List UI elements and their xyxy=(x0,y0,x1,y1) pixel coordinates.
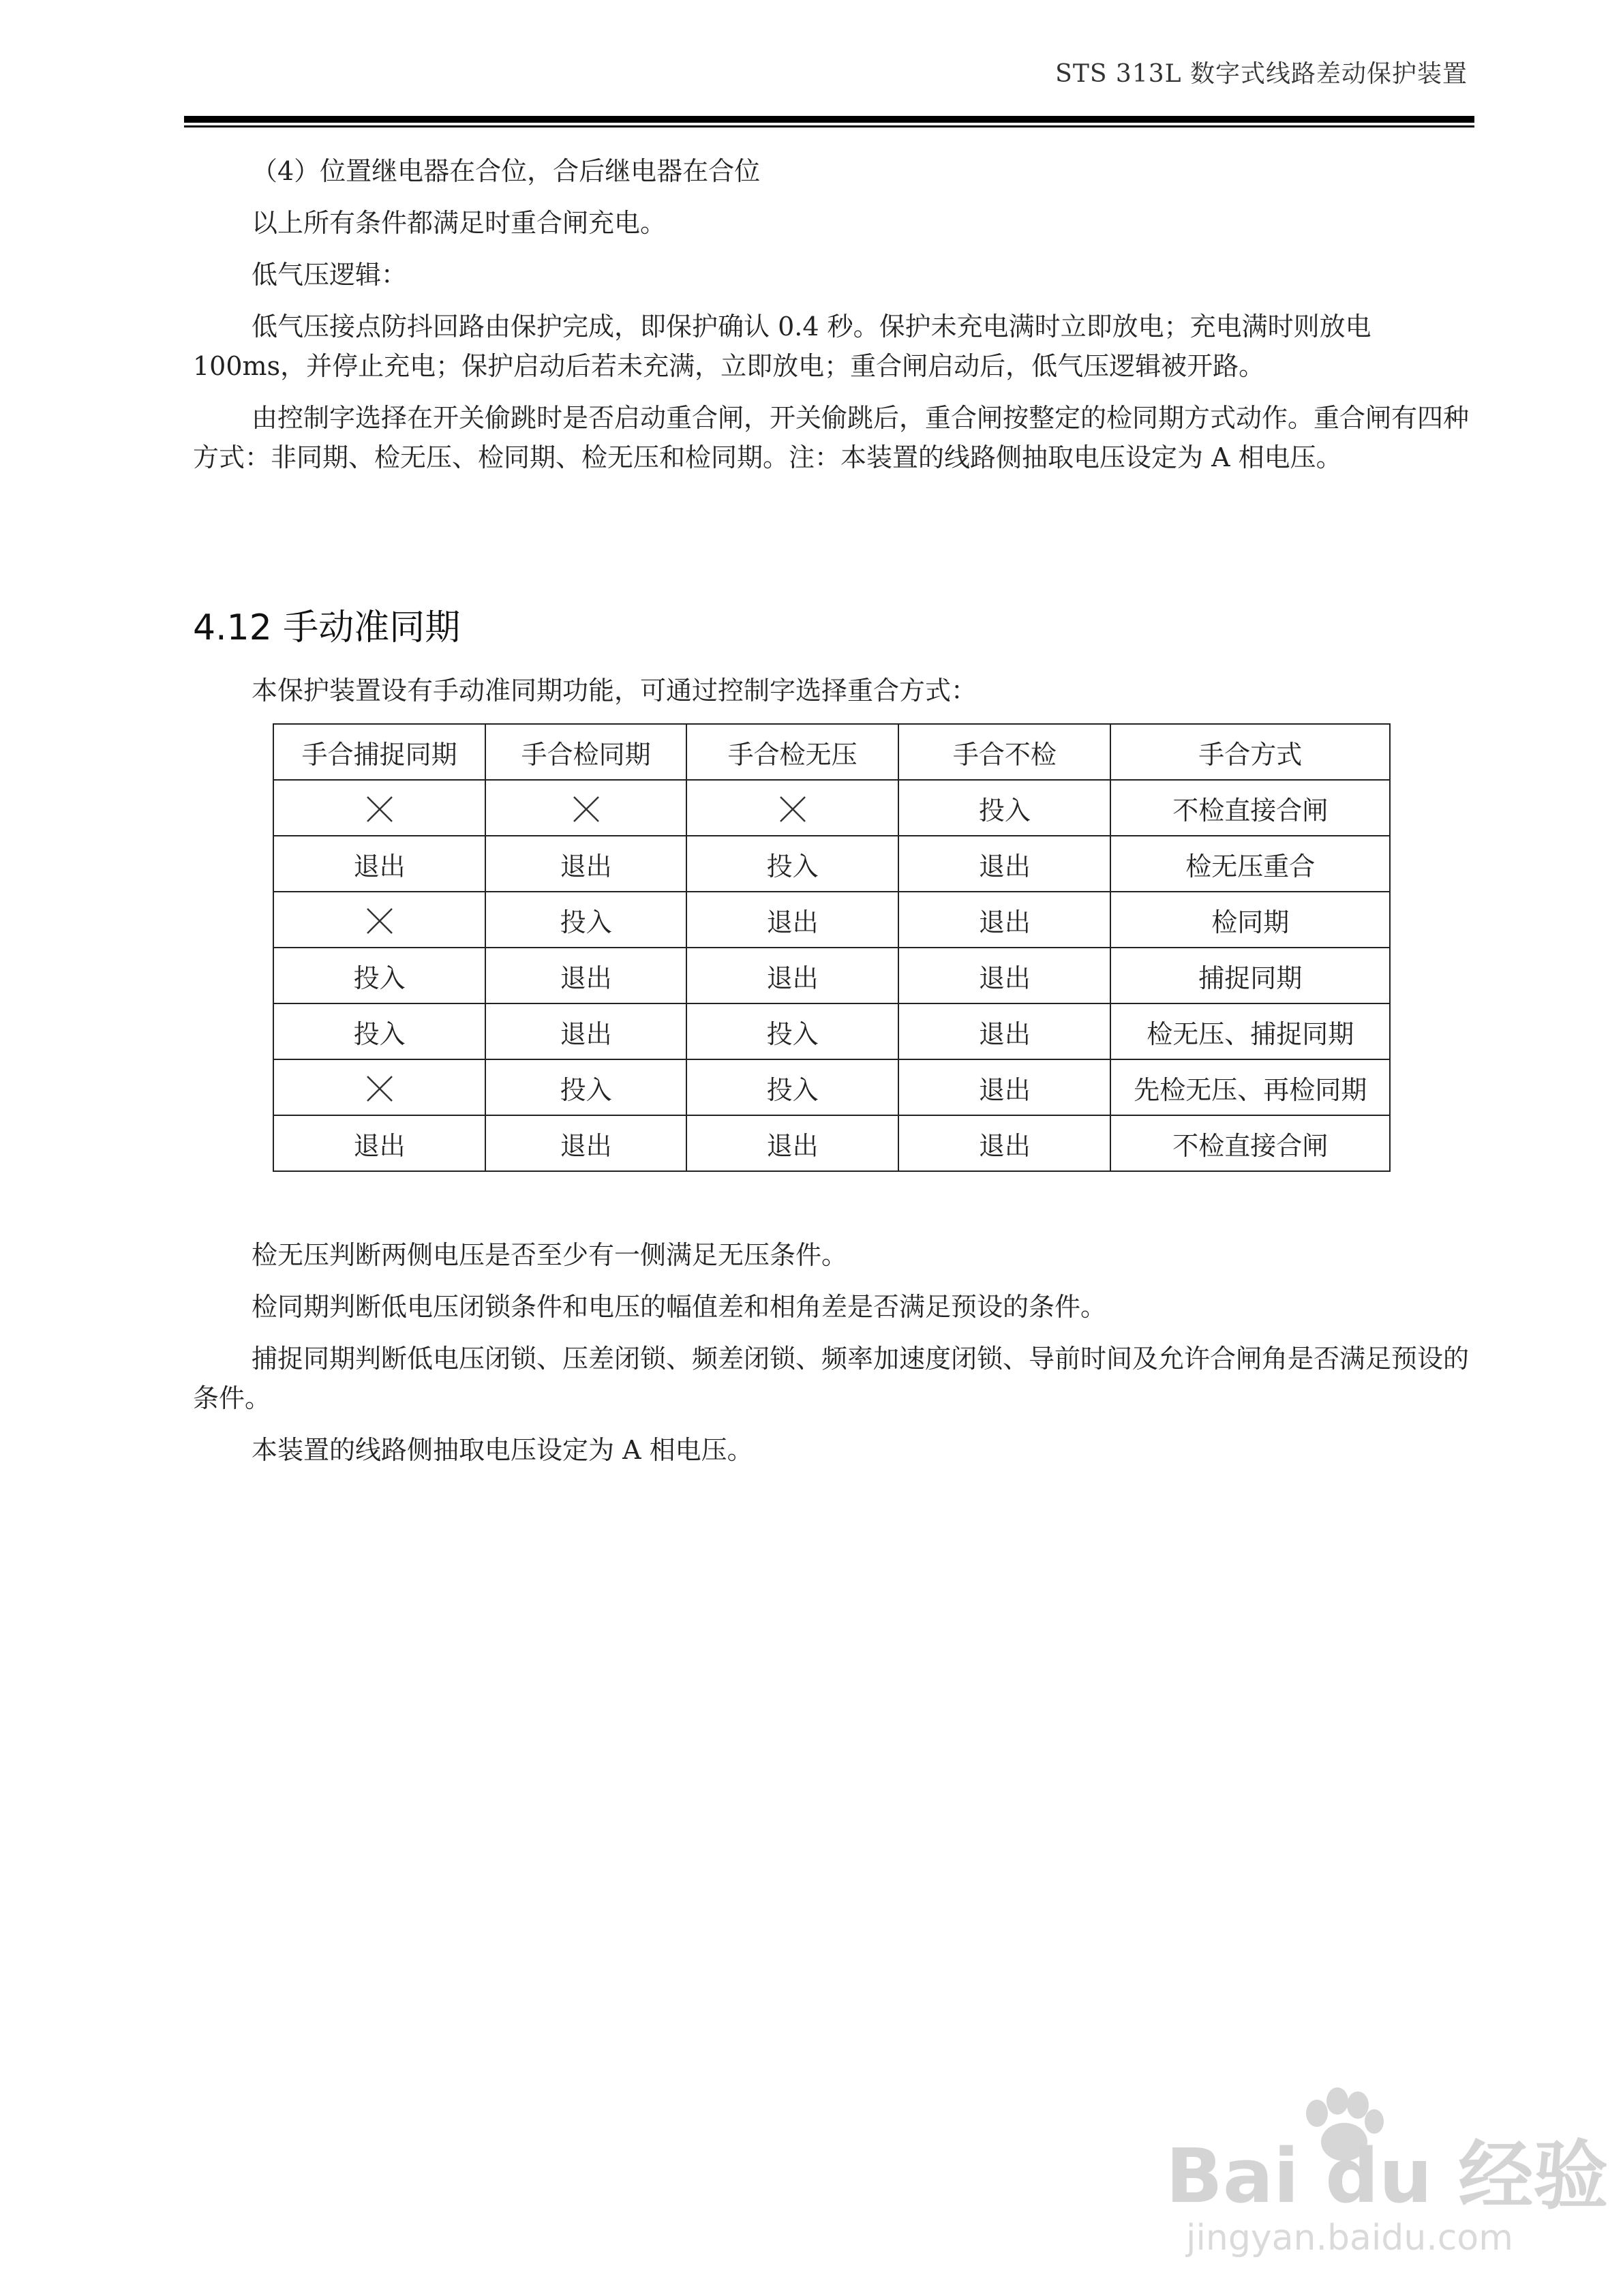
watermark-url: jingyan.baidu.com xyxy=(1186,2218,1513,2259)
paragraph: （4）位置继电器在合位，合后继电器在合位 xyxy=(252,156,761,186)
table-cell: 退出 xyxy=(898,1059,1110,1115)
table-cell: 投入 xyxy=(686,1059,898,1115)
table-cell: 退出 xyxy=(273,1115,485,1171)
table-cell: 退出 xyxy=(485,1003,686,1059)
header-rule-thick xyxy=(184,116,1474,123)
mode-table xyxy=(273,723,1391,1172)
watermark-brand: Bai du 经验 xyxy=(1166,2132,1609,2220)
table-header-cell: 手合捕捉同期 xyxy=(273,724,485,780)
table-cell: 捕捉同期 xyxy=(1110,948,1390,1003)
table-row xyxy=(273,1059,1390,1115)
table-cell: 检无压重合 xyxy=(1110,836,1390,892)
table-cell: 退出 xyxy=(898,892,1110,948)
table-cell: 投入 xyxy=(273,948,485,1003)
section-heading: 4.12 手动准同期 xyxy=(193,607,461,648)
table-header-cell: 手合检同期 xyxy=(485,724,686,780)
cross-mark-icon xyxy=(571,794,601,824)
paragraph: 本装置的线路侧抽取电压设定为 A 相电压。 xyxy=(252,1435,753,1465)
paragraph: 以上所有条件都满足时重合闸充电。 xyxy=(252,208,667,238)
table-header-cell: 手合方式 xyxy=(1110,724,1390,780)
table-row xyxy=(273,892,1390,948)
table-cell xyxy=(273,780,485,836)
table-row xyxy=(273,836,1390,892)
table-header-cell: 手合不检 xyxy=(898,724,1110,780)
header-rule-thin xyxy=(184,125,1474,127)
paragraph: 低气压逻辑： xyxy=(252,260,408,290)
table-header-row xyxy=(273,724,1390,780)
table-cell: 投入 xyxy=(686,836,898,892)
table-cell: 投入 xyxy=(686,1003,898,1059)
document-title: STS 313L 数字式线路差动保护装置 xyxy=(1055,60,1468,88)
table-cell xyxy=(686,780,898,836)
table-cell: 投入 xyxy=(898,780,1110,836)
table-cell: 退出 xyxy=(485,836,686,892)
table-cell: 退出 xyxy=(898,1003,1110,1059)
page-header xyxy=(184,49,1474,117)
table-cell: 不检直接合闸 xyxy=(1110,1115,1390,1171)
table-header-cell: 手合检无压 xyxy=(686,724,898,780)
table-cell: 投入 xyxy=(273,1003,485,1059)
table-cell: 不检直接合闸 xyxy=(1110,780,1390,836)
table-cell: 退出 xyxy=(485,1115,686,1171)
top-text-block xyxy=(193,151,1474,477)
cross-mark-icon xyxy=(365,906,395,936)
paragraph: 低气压接点防抖回路由保护完成，即保护确认 0.4 秒。保护未充电满时立即放电；充电满时则放电 100ms，并停止充电；保护启动后若未充满，立即放电；重合闸启动后，低气压逻辑被开路。 xyxy=(193,312,1371,381)
table-row xyxy=(273,948,1390,1003)
table-cell: 退出 xyxy=(898,836,1110,892)
table-cell xyxy=(485,780,686,836)
table-body xyxy=(273,780,1390,1171)
paragraph: 捕捉同期判断低电压闭锁、压差闭锁、频差闭锁、频率加速度闭锁、导前时间及允许合闸角是否满足预设的条件。 xyxy=(193,1344,1470,1413)
table-cell: 先检无压、再检同期 xyxy=(1110,1059,1390,1115)
cross-mark-icon xyxy=(778,794,808,824)
table-cell: 退出 xyxy=(686,892,898,948)
bottom-text-block xyxy=(193,1235,1474,1470)
table-cell: 退出 xyxy=(898,948,1110,1003)
table-row xyxy=(273,1115,1390,1171)
paragraph: 检同期判断低电压闭锁条件和电压的幅值差和相角差是否满足预设的条件。 xyxy=(252,1292,1107,1322)
table-cell: 退出 xyxy=(686,948,898,1003)
paragraph: 由控制字选择在开关偷跳时是否启动重合闸，开关偷跳后，重合闸按整定的检同期方式动作。重合闸有四种方式：非同期、检无压、检同期、检无压和检同期。注：本装置的线路侧抽取电压设定为 A 相电压。 xyxy=(193,403,1470,472)
table-intro: 本保护装置设有手动准同期功能，可通过控制字选择重合方式： xyxy=(252,676,977,706)
table-cell: 退出 xyxy=(485,948,686,1003)
table-cell: 退出 xyxy=(898,1115,1110,1171)
paragraph: 检无压判断两侧电压是否至少有一侧满足无压条件。 xyxy=(252,1240,848,1270)
table-cell: 退出 xyxy=(686,1115,898,1171)
table-cell: 检同期 xyxy=(1110,892,1390,948)
table-cell: 投入 xyxy=(485,1059,686,1115)
table-cell: 退出 xyxy=(273,836,485,892)
cross-mark-icon xyxy=(365,794,395,824)
table-row xyxy=(273,1003,1390,1059)
table-cell xyxy=(273,1059,485,1115)
table-cell: 投入 xyxy=(485,892,686,948)
table-cell xyxy=(273,892,485,948)
cross-mark-icon xyxy=(365,1074,395,1104)
baidu-jingyan-watermark xyxy=(1159,2066,1609,2259)
table-cell: 检无压、捕捉同期 xyxy=(1110,1003,1390,1059)
table-row xyxy=(273,780,1390,836)
